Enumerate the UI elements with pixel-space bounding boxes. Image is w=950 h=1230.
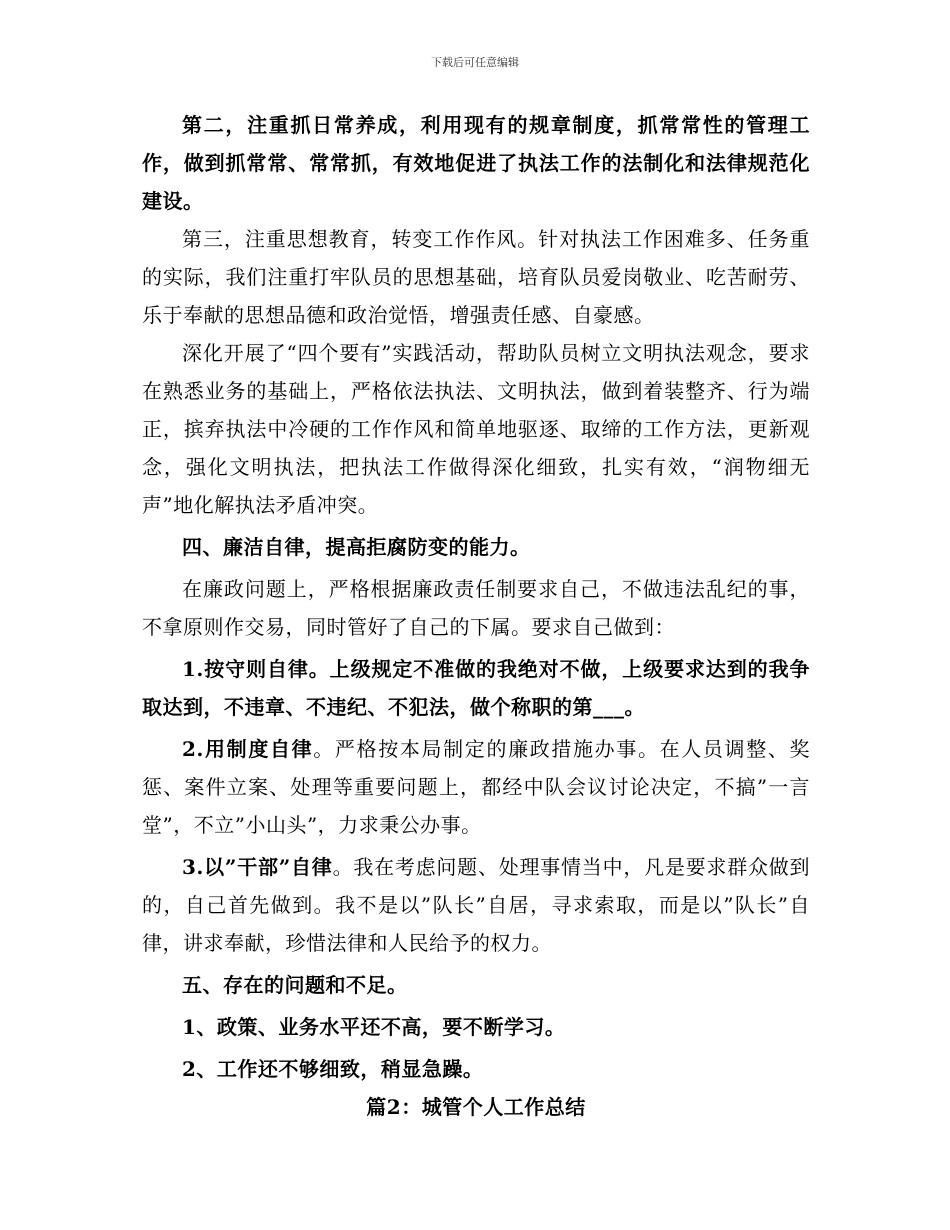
problem-item-2: 2、工作还不够细致，稍显急躁。: [182, 1057, 484, 1081]
list-item-3-lead: 3.以”干部”自律: [182, 855, 333, 879]
heading-section-five: 五、存在的问题和不足。: [182, 973, 408, 997]
list-item-2-lead: 2.用制度自律: [182, 737, 314, 761]
page-header: 下载后可任意编辑: [431, 56, 519, 69]
list-item-2: [142, 730, 810, 844]
paragraph-third-point: 第三，注重思想教育，转变工作作风。针对执法工作困难多、任务重的实际，我们注重打牢队员的思想基础，培育队员爱岗敬业、吃苦耐劳、乐于奉献的思想品德和政治觉悟，增强责任感、自豪感。: [142, 227, 810, 327]
list-item-3: [142, 848, 810, 962]
section-title: 篇2：城管个人工作总结: [366, 1095, 586, 1119]
list-item-2-body: 。严格按本局制定的廉政措施办事。在人员调整、奖惩、案件立案、处理等重要问题上，都经中队会议讨论决定，不搞”一言堂”，不立”小山头”，力求秉公办事。: [142, 737, 810, 837]
list-item-3-body: 。我在考虑问题、处理事情当中，凡是要求群众做到的，自己首先做到。我不是以”队长”自居，寻求索取，而是以”队长”自律，讲求奉献，珍惜法律和人民给予的权力。: [142, 855, 811, 955]
problem-item-1: 1、政策、业务水平还不高，要不断学习。: [182, 1015, 566, 1039]
paragraph-integrity: 在廉政问题上，严格根据廉政责任制要求自己，不做违法乱纪的事，不拿原则作交易，同时管好了自己的下属。要求自己做到：: [142, 577, 810, 639]
document-body: [142, 106, 810, 1126]
paragraph-deepen-practice: 深化开展了“四个要有”实践活动，帮助队员树立文明执法观念，要求在熟悉业务的基础上，严格依法执法、文明执法，做到着装整齐、行为端正，摈弃执法中冷硬的工作作风和简单地驱逐、取缔的工作方法，更新观念，强化文明执法，把执法工作做得深化细致，扎实有效，“润物细无声”地化解执法矛盾冲突。: [142, 341, 810, 517]
list-item-1: 1.按守则自律。上级规定不准做的我绝对不做，上级要求达到的我争取达到，不违章、不违纪、不犯法，做个称职的第___。: [142, 657, 810, 719]
paragraph-second-point: 第二，注重抓日常养成，利用现有的规章制度，抓常常性的管理工作，做到抓常常、常常抓，有效地促进了执法工作的法制化和法律规范化建设。: [142, 113, 810, 213]
heading-section-four: 四、廉洁自律，提高拒腐防变的能力。: [182, 535, 531, 559]
